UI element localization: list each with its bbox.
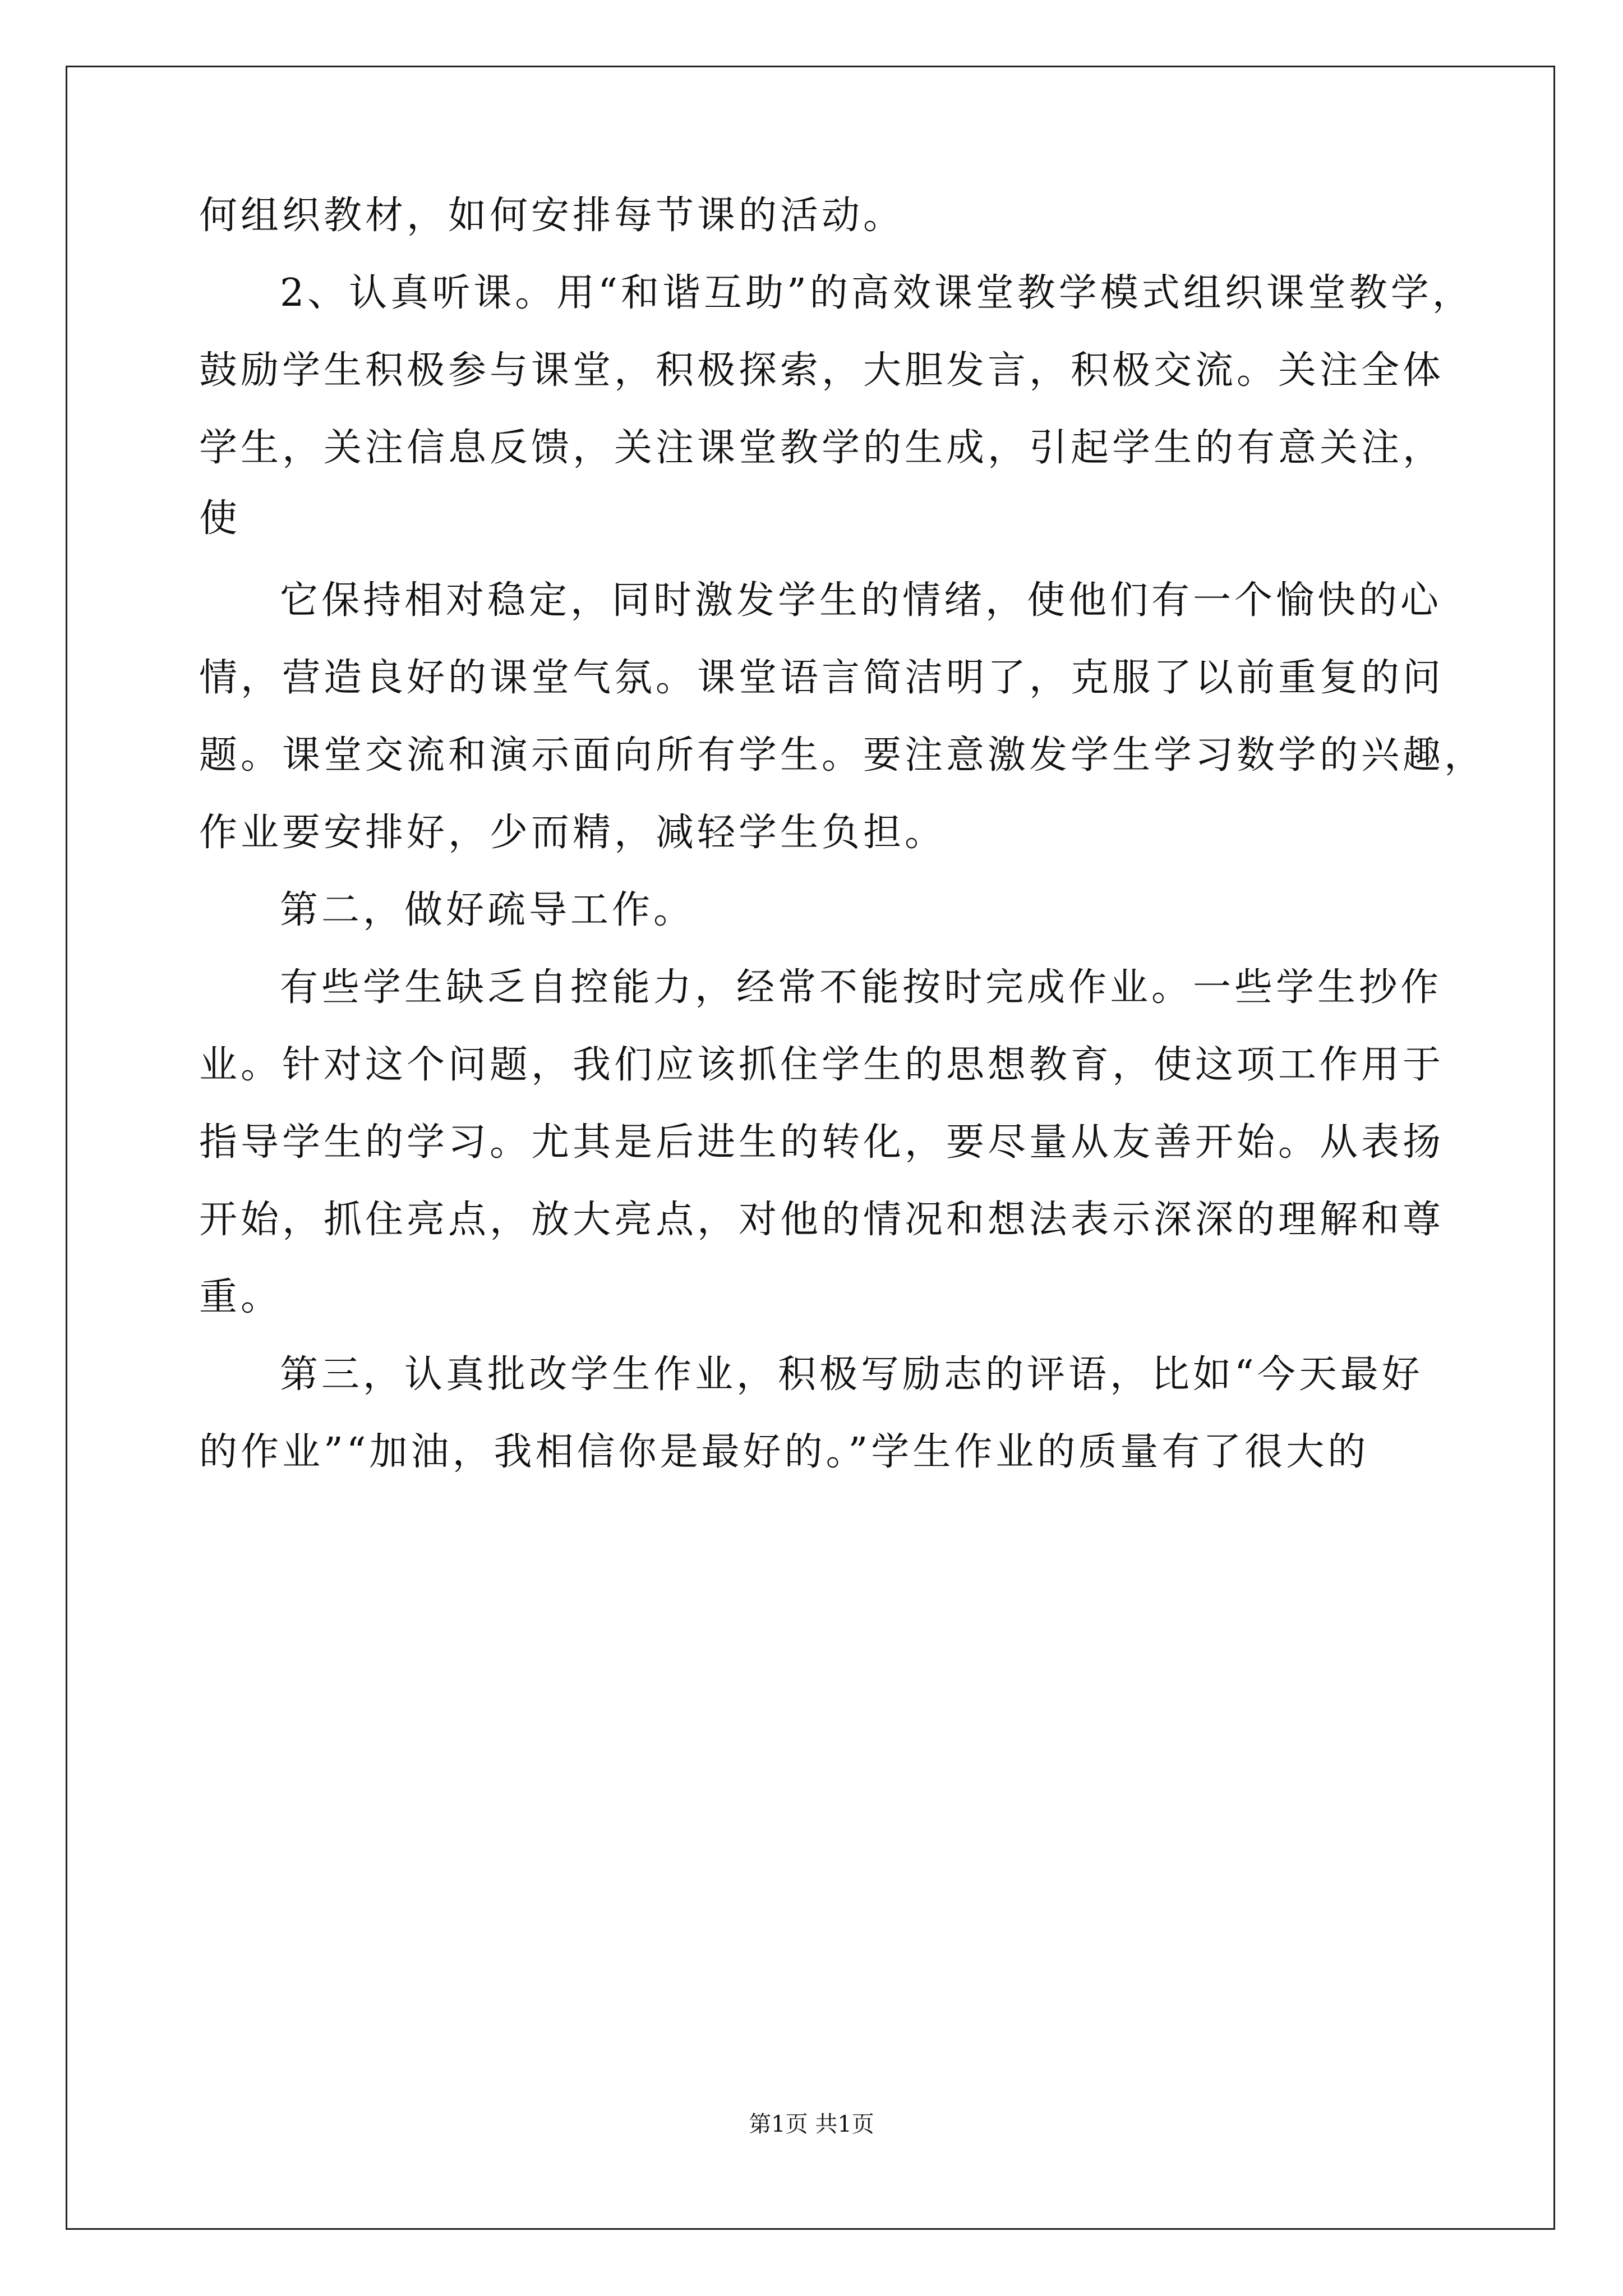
text-line: 重。	[199, 1275, 283, 1319]
text-line: 题。课堂交流和演示面向所有学生。要注意激发学生学习数学的兴趣，	[199, 733, 1486, 777]
text-line: 何组织教材，如何安排每节课的活动。	[199, 194, 905, 238]
text-line: 业。针对这个问题，我们应该抓住学生的思想教育，使这项工作用于	[199, 1043, 1445, 1087]
text-line: 它保持相对稳定，同时激发学生的情绪，使他们有一个愉快的心	[280, 578, 1442, 623]
text-line: 有些学生缺乏自控能力，经常不能按时完成作业。一些学生抄作	[280, 965, 1442, 1010]
text-line: 开始，抓住亮点，放大亮点，对他的情况和想法表示深深的理解和尊	[199, 1198, 1445, 1242]
section-heading: 第二，做好疏导工作。	[280, 888, 695, 932]
text-line: 鼓励学生积极参与课堂，积极探索，大胆发言，积极交流。关注全体	[199, 348, 1445, 393]
text-line: 学生，关注信息反馈，关注课堂教学的生成，引起学生的有意关注，	[199, 426, 1445, 470]
text-line: 指导学生的学习。尤其是后进生的转化，要尽量从友善开始。从表扬	[199, 1120, 1445, 1165]
page-footer: 第1页 共1页	[749, 2111, 874, 2137]
text-line: 2、认真听课。用“和谐互助”的高效课堂教学模式组织课堂教学，	[280, 271, 1474, 315]
text-line: 的作业”“加油，我相信你是最好的。”学生作业的质量有了很大的	[199, 1430, 1370, 1474]
text-line: 作业要安排好，少而精，减轻学生负担。	[199, 811, 947, 855]
text-line: 第三，认真批改学生作业，积极写励志的评语，比如“今天最好	[280, 1352, 1423, 1397]
text-line: 使	[199, 496, 241, 541]
text-line: 情，营造良好的课堂气氛。课堂语言简洁明了，克服了以前重复的问	[199, 656, 1445, 700]
